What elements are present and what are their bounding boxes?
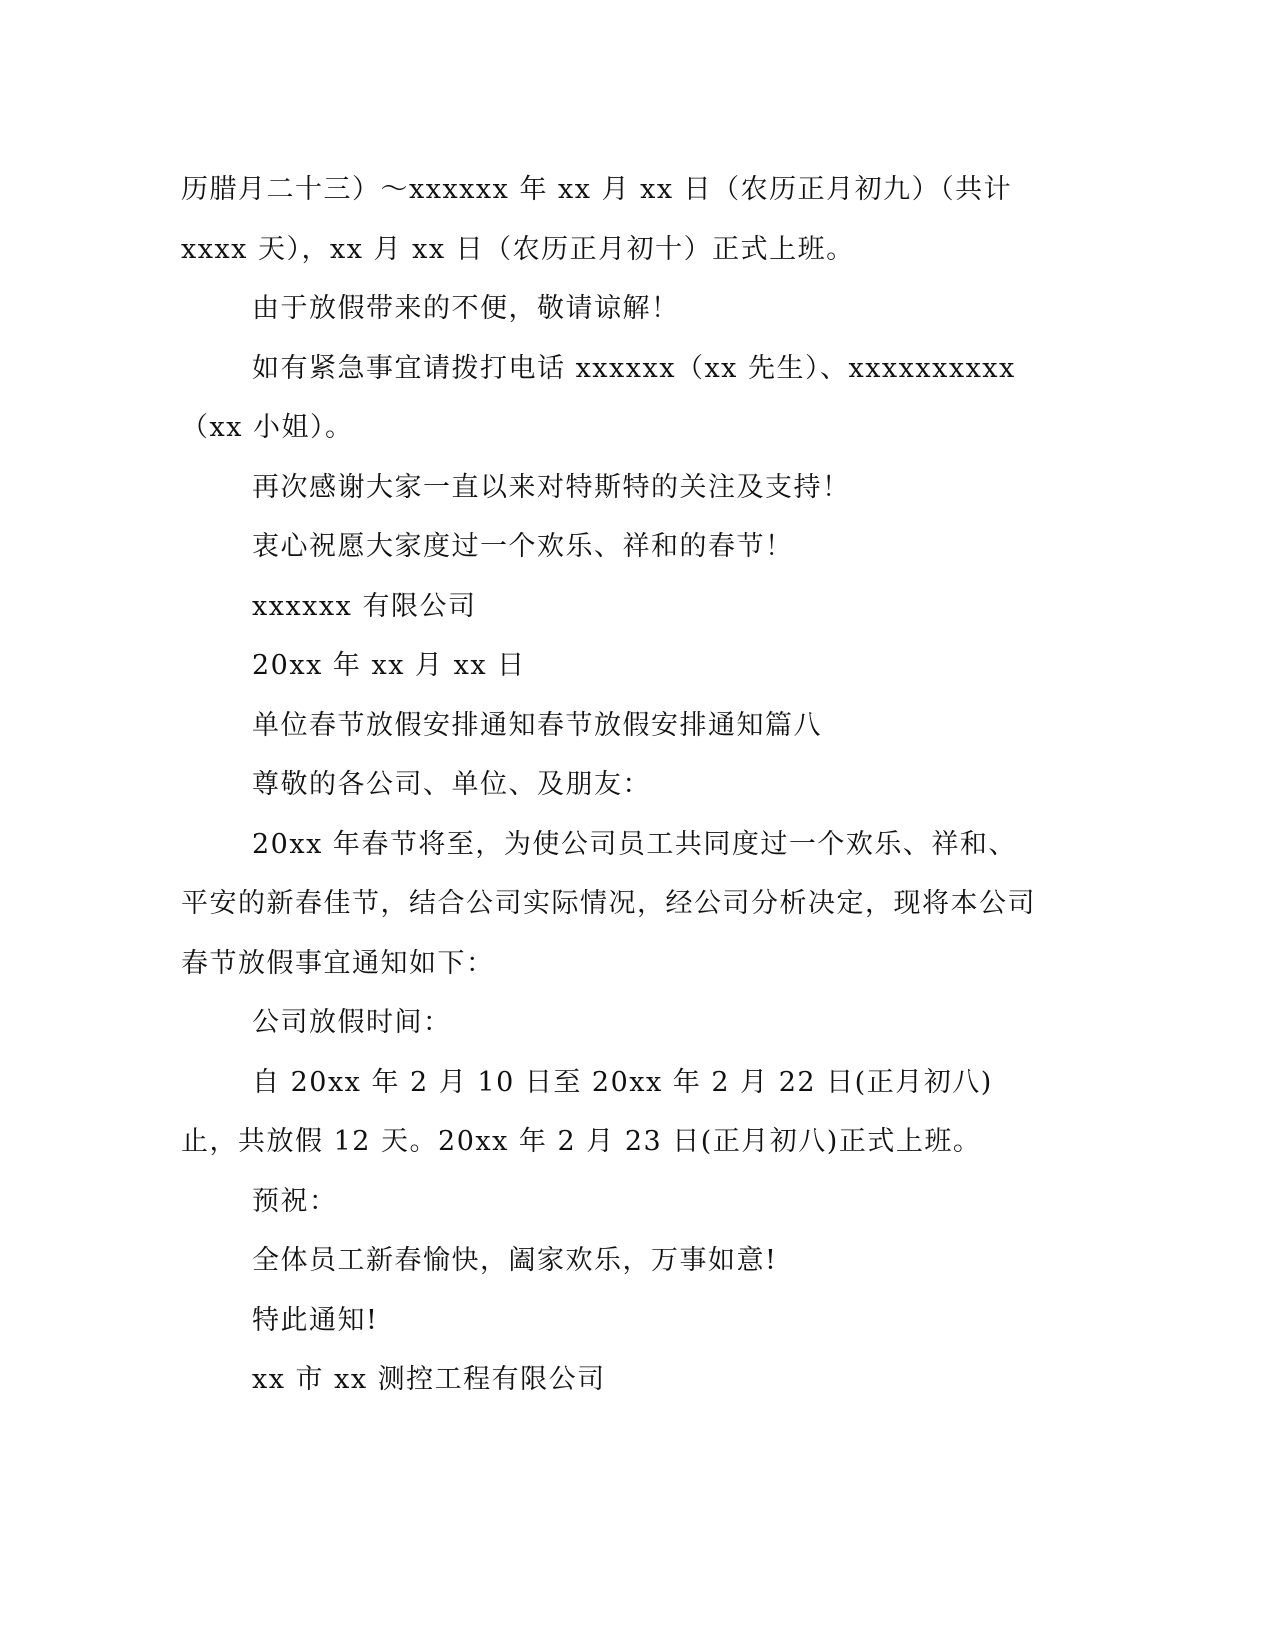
signature-date: 20xx 年 xx 月 xx 日 — [252, 650, 526, 681]
document-body — [181, 160, 1041, 1410]
paragraph-notice: 特此通知! — [252, 1304, 379, 1336]
paragraph-greeting-label: 预祝： — [252, 1185, 338, 1217]
signature-company: xxxxxx 有限公司 — [252, 590, 477, 622]
paragraph-holiday-period: 历腊月二十三）～xxxxxx 年 xx 月 xx 日（农历正月初九）（共计 xxxx 天），xx 月 xx 日（农历正月初十）正式上班。 — [181, 174, 1023, 265]
salutation: 尊敬的各公司、单位、及朋友： — [252, 769, 651, 800]
paragraph-emergency-contact: 如有紧急事宜请拨打电话 xxxxxx（xx 先生）、xxxxxxxxxx（xx 小姐）。 — [181, 352, 1016, 443]
section-heading: 单位春节放假安排通知春节放假安排通知篇八 — [252, 709, 822, 741]
paragraph-thanks: 再次感谢大家一直以来对特斯特的关注及支持！ — [252, 471, 851, 503]
paragraph-greeting: 全体员工新春愉快，阖家欢乐，万事如意! — [252, 1245, 778, 1276]
paragraph-holiday-time-label: 公司放假时间： — [252, 1007, 452, 1038]
paragraph-intro: 20xx 年春节将至，为使公司员工共同度过一个欢乐、祥和、平安的新春佳节，结合公司实际情况，经公司分析决定，现将本公司春节放假事宜通知如下： — [181, 828, 1036, 979]
paragraph-wishes: 衷心祝愿大家度过一个欢乐、祥和的春节！ — [252, 531, 794, 562]
paragraph-holiday-dates: 自 20xx 年 2 月 10 日至 20xx 年 2 月 22 日(正月初八)止，共放假 12 天。20xx 年 2 月 23 日(正月初八)正式上班。 — [181, 1066, 993, 1157]
paragraph-apology: 由于放假带来的不便，敬请谅解！ — [252, 293, 680, 324]
signature-company-2: xx 市 xx 测控工程有限公司 — [252, 1364, 606, 1395]
